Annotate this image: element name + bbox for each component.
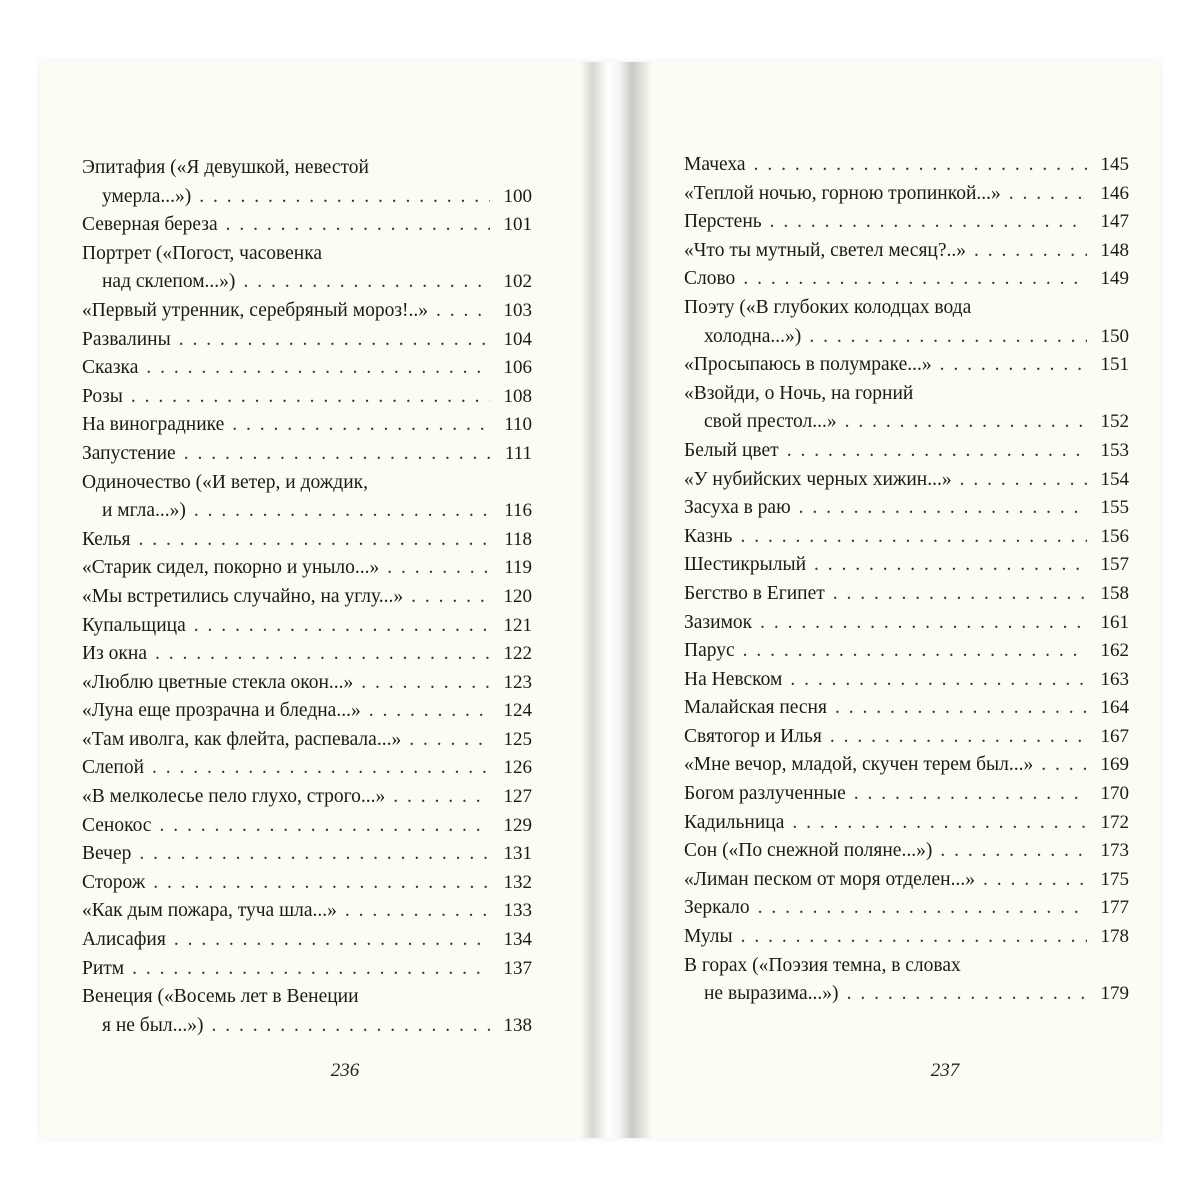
toc-entry-title: «Как дым пожара, туча шла...»	[82, 900, 337, 922]
toc-entry-title: «Первый утренник, серебряный мороз!..»	[82, 299, 429, 321]
toc-entry	[684, 466, 1129, 495]
toc-entry-line	[684, 323, 1129, 352]
toc-entry-line	[684, 894, 1129, 923]
page-number-right: 237	[930, 1060, 960, 1081]
toc-entry-page-number: 121	[503, 614, 532, 636]
dot-leader	[184, 440, 490, 469]
toc-entry-line	[82, 955, 532, 984]
toc-entry-title: На Невском	[684, 668, 783, 690]
toc-entry-page-number: 177	[1100, 897, 1129, 919]
toc-entry	[82, 440, 532, 469]
toc-entry-line	[684, 751, 1129, 780]
book-gutter	[580, 62, 652, 1138]
dot-leader	[139, 840, 490, 869]
toc-entry-line	[684, 837, 1129, 866]
dot-leader	[387, 554, 490, 583]
toc-entry	[82, 640, 532, 669]
toc-entry-page-number: 152	[1100, 411, 1129, 433]
toc-entry-line	[82, 469, 532, 498]
toc-entry-page-number: 167	[1100, 725, 1129, 747]
toc-entry-title: над склепом...»)	[102, 271, 236, 293]
dot-leader	[174, 926, 490, 955]
table-of-contents-left	[82, 154, 532, 1040]
toc-entry-page-number: 129	[503, 814, 532, 836]
toc-entry-title: Вечер	[82, 843, 132, 865]
right-page	[652, 62, 1160, 1138]
toc-entry-title: я не был...»)	[102, 1014, 204, 1036]
toc-entry-line	[684, 723, 1129, 752]
toc-entry-title: На винограднике	[82, 414, 225, 436]
dot-leader	[845, 408, 1087, 437]
toc-entry-title: Зазимок	[684, 611, 753, 633]
toc-entry	[684, 180, 1129, 209]
toc-entry-page-number: 100	[503, 185, 532, 207]
dot-leader	[411, 583, 490, 612]
toc-entry	[82, 326, 532, 355]
toc-entry-title: «Луна еще прозрачна и бледна...»	[82, 700, 361, 722]
toc-entry-line	[82, 783, 532, 812]
toc-entry-page-number: 169	[1100, 754, 1129, 776]
toc-entry-page-number: 147	[1100, 211, 1129, 233]
toc-entry-title: и мгла...»)	[102, 500, 186, 522]
dot-leader	[1041, 751, 1087, 780]
toc-entry-title: Мулы	[684, 926, 733, 948]
toc-entry-title: «Мне вечор, младой, скучен терем был...»	[684, 754, 1034, 776]
toc-entry-page-number: 179	[1100, 983, 1129, 1005]
toc-entry-line	[684, 408, 1129, 437]
toc-entry-page-number: 122	[503, 643, 532, 665]
dot-leader	[799, 494, 1087, 523]
toc-entry-line	[82, 754, 532, 783]
toc-entry-title: Бегство в Египет	[684, 582, 825, 604]
toc-entry-page-number: 110	[504, 414, 532, 436]
toc-entry-title: Парус	[684, 640, 735, 662]
toc-entry	[684, 380, 1129, 437]
toc-entry-page-number: 173	[1100, 840, 1129, 862]
toc-entry-page-number: 106	[503, 357, 532, 379]
toc-entry	[684, 952, 1129, 1009]
dot-leader	[243, 268, 490, 297]
toc-entry	[82, 154, 532, 211]
toc-entry	[82, 869, 532, 898]
toc-entry-line	[684, 151, 1129, 180]
dot-leader	[940, 837, 1087, 866]
toc-entry-title: Слово	[684, 268, 736, 290]
toc-entry-title: «Что ты мутный, светел месяц?..»	[684, 239, 967, 261]
toc-entry-line	[82, 983, 532, 1012]
toc-entry-line	[684, 980, 1129, 1009]
book-spread	[40, 62, 1160, 1138]
toc-entry-title: умерла...»)	[102, 185, 192, 207]
toc-entry-page-number: 151	[1100, 354, 1129, 376]
toc-entry-line	[684, 780, 1129, 809]
dot-leader	[1009, 180, 1087, 209]
toc-entry-line	[684, 551, 1129, 580]
dot-leader	[809, 323, 1087, 352]
toc-entry-page-number: 145	[1100, 154, 1129, 175]
dot-leader	[159, 812, 490, 841]
dot-leader	[833, 580, 1087, 609]
toc-entry-line	[684, 380, 1129, 409]
toc-entry	[82, 897, 532, 926]
toc-entry-line	[684, 866, 1129, 895]
toc-entry-line	[82, 697, 532, 726]
toc-entry-title: Засуха в раю	[684, 497, 791, 519]
toc-entry	[82, 554, 532, 583]
dot-leader	[232, 411, 490, 440]
toc-entry	[684, 809, 1129, 838]
toc-entry-page-number: 133	[503, 900, 532, 922]
dot-leader	[155, 640, 490, 669]
toc-entry-title: Алисафия	[82, 929, 166, 951]
toc-entry-line	[684, 265, 1129, 294]
toc-entry-line	[82, 154, 532, 183]
toc-entry-page-number: 120	[503, 585, 532, 607]
toc-entry-line	[82, 554, 532, 583]
dot-leader	[436, 297, 490, 326]
toc-entry-page-number: 118	[504, 528, 532, 550]
toc-entry	[684, 666, 1129, 695]
dot-leader	[179, 326, 490, 355]
dot-leader	[153, 869, 490, 898]
toc-entry-page-number: 132	[503, 871, 532, 893]
toc-entry-line	[82, 1012, 532, 1041]
toc-entry	[684, 351, 1129, 380]
toc-entry-page-number: 146	[1100, 182, 1129, 204]
dot-leader	[409, 726, 490, 755]
toc-entry-line	[684, 466, 1129, 495]
toc-entry-line	[684, 609, 1129, 638]
toc-entry	[82, 955, 532, 984]
toc-entry	[82, 354, 532, 383]
toc-entry-page-number: 119	[504, 557, 532, 579]
toc-entry	[82, 383, 532, 412]
toc-entry-line	[82, 926, 532, 955]
dot-leader	[835, 694, 1087, 723]
dot-leader	[754, 151, 1087, 180]
toc-entry-line	[684, 666, 1129, 695]
toc-entry-title: Келья	[82, 528, 131, 550]
toc-entry-line	[684, 523, 1129, 552]
toc-entry-line	[684, 294, 1129, 323]
toc-entry-line	[82, 497, 532, 526]
toc-entry-title: Малайская песня	[684, 697, 827, 719]
toc-entry-line	[82, 354, 532, 383]
toc-entry-line	[82, 211, 532, 240]
toc-entry	[684, 609, 1129, 638]
table-of-contents-right	[684, 151, 1129, 1009]
toc-entry-page-number: 124	[503, 700, 532, 722]
dot-leader	[743, 637, 1087, 666]
dot-leader	[199, 183, 490, 212]
toc-entry-page-number: 175	[1100, 868, 1129, 890]
toc-entry	[684, 694, 1129, 723]
toc-entry-line	[82, 669, 532, 698]
toc-entry-title: холодна...»)	[704, 325, 802, 347]
toc-entry-title: Зеркало	[684, 897, 750, 919]
toc-entry-page-number: 178	[1100, 926, 1129, 948]
toc-entry-line	[684, 494, 1129, 523]
toc-entry-line	[82, 869, 532, 898]
toc-entry-title: Казнь	[684, 525, 733, 547]
dot-leader	[960, 466, 1087, 495]
toc-entry-line	[684, 923, 1129, 952]
toc-entry	[82, 211, 532, 240]
dot-leader	[787, 437, 1087, 466]
toc-entry-title: Одиночество («И ветер, и дождик,	[82, 471, 368, 493]
toc-entry-title: «Там иволга, как флейта, распевала...»	[82, 728, 402, 750]
toc-entry-page-number: 154	[1100, 468, 1129, 490]
toc-entry	[82, 697, 532, 726]
toc-entry-page-number: 126	[503, 757, 532, 779]
dot-leader	[369, 697, 490, 726]
toc-entry-title: Сказка	[82, 357, 139, 379]
toc-entry-title: Развалины	[82, 328, 171, 350]
dot-leader	[361, 669, 490, 698]
toc-entry	[684, 780, 1129, 809]
dot-leader	[146, 354, 490, 383]
toc-entry	[684, 580, 1129, 609]
toc-entry-title: Мачеха	[684, 154, 746, 175]
toc-entry-line	[82, 383, 532, 412]
dot-leader	[131, 383, 490, 412]
dot-leader	[741, 923, 1087, 952]
dot-leader	[194, 612, 490, 641]
toc-entry-title: свой престол...»	[704, 411, 837, 433]
toc-entry-page-number: 150	[1100, 325, 1129, 347]
toc-entry	[684, 723, 1129, 752]
toc-entry	[82, 926, 532, 955]
toc-entry-line	[82, 583, 532, 612]
dot-leader	[790, 666, 1087, 695]
toc-entry-page-number: 111	[504, 442, 532, 464]
toc-entry	[82, 669, 532, 698]
toc-entry-page-number: 163	[1100, 668, 1129, 690]
toc-entry-line	[82, 411, 532, 440]
toc-entry-page-number: 127	[503, 786, 532, 808]
toc-entry-title: Розы	[82, 385, 123, 407]
toc-entry-title: Кадильница	[684, 811, 785, 833]
toc-entry	[82, 983, 532, 1040]
dot-leader	[740, 523, 1087, 552]
toc-entry-page-number: 131	[503, 843, 532, 865]
toc-entry-page-number: 103	[503, 299, 532, 321]
toc-entry	[82, 297, 532, 326]
toc-entry-page-number: 161	[1100, 611, 1129, 633]
toc-entry-line	[684, 637, 1129, 666]
toc-entry-line	[82, 326, 532, 355]
toc-entry-line	[684, 580, 1129, 609]
toc-entry	[684, 923, 1129, 952]
dot-leader	[194, 497, 490, 526]
toc-entry-page-number: 155	[1100, 497, 1129, 519]
toc-entry-title: Ритм	[82, 957, 125, 979]
toc-entry-title: Запустение	[82, 442, 176, 464]
toc-entry-page-number: 148	[1100, 239, 1129, 261]
toc-entry-title: Слепой	[82, 757, 145, 779]
dot-leader	[393, 783, 490, 812]
toc-entry	[82, 583, 532, 612]
toc-entry	[684, 523, 1129, 552]
toc-entry	[684, 294, 1129, 351]
toc-entry	[82, 840, 532, 869]
toc-entry	[684, 151, 1129, 180]
toc-entry-page-number: 101	[503, 214, 532, 236]
toc-entry-line	[684, 952, 1129, 981]
toc-entry-line	[684, 208, 1129, 237]
dot-leader	[345, 897, 490, 926]
toc-entry-page-number: 157	[1100, 554, 1129, 576]
toc-entry-title: «Старик сидел, покорно и уныло...»	[82, 557, 380, 579]
left-page	[40, 62, 580, 1138]
dot-leader	[226, 211, 490, 240]
dot-leader	[132, 955, 490, 984]
toc-entry	[82, 612, 532, 641]
dot-leader	[758, 894, 1087, 923]
toc-entry-page-number: 104	[503, 328, 532, 350]
toc-entry	[684, 494, 1129, 523]
toc-entry-page-number: 138	[503, 1014, 532, 1036]
toc-entry-line	[82, 240, 532, 269]
toc-entry-title: «Мы встретились случайно, на углу...»	[82, 585, 404, 607]
toc-entry-title: «В мелколесье пело глухо, строго...»	[82, 786, 386, 808]
toc-entry	[82, 526, 532, 555]
toc-entry-title: Святогор и Илья	[684, 725, 822, 747]
dot-leader	[152, 754, 490, 783]
dot-leader	[940, 351, 1087, 380]
toc-entry-title: «Взойди, о Ночь, на горний	[684, 382, 914, 404]
toc-entry-line	[82, 726, 532, 755]
toc-entry-line	[684, 351, 1129, 380]
toc-entry-page-number: 164	[1100, 697, 1129, 719]
toc-entry-page-number: 125	[503, 728, 532, 750]
toc-entry	[684, 437, 1129, 466]
dot-leader	[974, 237, 1087, 266]
dot-leader	[760, 609, 1087, 638]
toc-entry-page-number: 158	[1100, 582, 1129, 604]
toc-entry-page-number: 116	[504, 500, 532, 522]
toc-entry-title: Портрет («Погост, часовенка	[82, 242, 323, 264]
toc-entry	[82, 469, 532, 526]
dot-leader	[847, 980, 1087, 1009]
toc-entry-title: Купальщица	[82, 614, 186, 636]
toc-entry	[82, 411, 532, 440]
toc-entry-page-number: 134	[503, 929, 532, 951]
toc-entry-title: не выразима...»)	[704, 983, 839, 1005]
toc-entry	[684, 208, 1129, 237]
toc-entry-line	[82, 897, 532, 926]
toc-entry-title: «Теплой ночью, горною тропинкой...»	[684, 182, 1001, 204]
toc-entry-line	[82, 268, 532, 297]
toc-entry	[82, 754, 532, 783]
dot-leader	[830, 723, 1087, 752]
toc-entry-line	[82, 812, 532, 841]
toc-entry	[684, 894, 1129, 923]
toc-entry	[684, 265, 1129, 294]
dot-leader	[983, 866, 1087, 895]
toc-entry	[82, 726, 532, 755]
toc-entry-page-number: 156	[1100, 525, 1129, 547]
toc-entry-title: Северная береза	[82, 214, 218, 236]
toc-entry-title: «Люблю цветные стекла окон...»	[82, 671, 354, 693]
toc-entry-title: Богом разлученные	[684, 783, 846, 805]
toc-entry	[684, 866, 1129, 895]
toc-entry-title: Венеция («Восемь лет в Венеции	[82, 986, 359, 1008]
toc-entry-title: Сторож	[82, 871, 146, 893]
toc-entry	[684, 637, 1129, 666]
toc-entry-line	[82, 297, 532, 326]
toc-entry	[684, 837, 1129, 866]
toc-entry-page-number: 170	[1100, 783, 1129, 805]
toc-entry-page-number: 137	[503, 957, 532, 979]
toc-entry-title: «Лиман песком от моря отделен...»	[684, 868, 975, 890]
toc-entry-title: Сон («По снежной поляне...»)	[684, 840, 933, 862]
toc-entry-line	[82, 840, 532, 869]
toc-entry-page-number: 162	[1100, 640, 1129, 662]
toc-entry-title: Эпитафия («Я девушкой, невестой	[82, 157, 369, 178]
toc-entry	[684, 551, 1129, 580]
toc-entry-line	[82, 440, 532, 469]
toc-entry-line	[82, 183, 532, 212]
dot-leader	[854, 780, 1087, 809]
toc-entry-line	[684, 809, 1129, 838]
toc-entry	[82, 812, 532, 841]
toc-entry-page-number: 123	[503, 671, 532, 693]
toc-entry	[82, 783, 532, 812]
toc-entry-line	[684, 180, 1129, 209]
dot-leader	[211, 1012, 490, 1041]
toc-entry-line	[684, 237, 1129, 266]
toc-entry-title: «Просыпаюсь в полумраке...»	[684, 354, 932, 376]
dot-leader	[792, 809, 1087, 838]
toc-entry-page-number: 172	[1100, 811, 1129, 833]
dot-leader	[770, 208, 1087, 237]
toc-entry-title: В горах («Поэзия темна, в словах	[684, 954, 961, 976]
toc-entry-line	[684, 694, 1129, 723]
toc-entry-title: Из окна	[82, 643, 147, 665]
toc-entry-page-number: 102	[503, 271, 532, 293]
toc-entry	[82, 240, 532, 297]
toc-entry-line	[684, 437, 1129, 466]
page-number-left: 236	[330, 1060, 360, 1081]
dot-leader	[814, 551, 1087, 580]
toc-entry-title: Сенокос	[82, 814, 152, 836]
toc-entry	[684, 751, 1129, 780]
toc-entry-line	[82, 612, 532, 641]
toc-entry-title: «У нубийских черных хижин...»	[684, 468, 952, 490]
toc-entry-title: Шестикрылый	[684, 554, 807, 576]
toc-entry	[684, 237, 1129, 266]
toc-entry-page-number: 149	[1100, 268, 1129, 290]
toc-entry-page-number: 108	[503, 385, 532, 407]
toc-entry-line	[82, 526, 532, 555]
dot-leader	[139, 526, 490, 555]
toc-entry-page-number: 153	[1100, 439, 1129, 461]
toc-entry-title: Белый цвет	[684, 439, 779, 461]
toc-entry-title: Поэту («В глубоких колодцах вода	[684, 296, 972, 318]
dot-leader	[743, 265, 1087, 294]
toc-entry-line	[82, 640, 532, 669]
toc-entry-title: Перстень	[684, 211, 762, 233]
